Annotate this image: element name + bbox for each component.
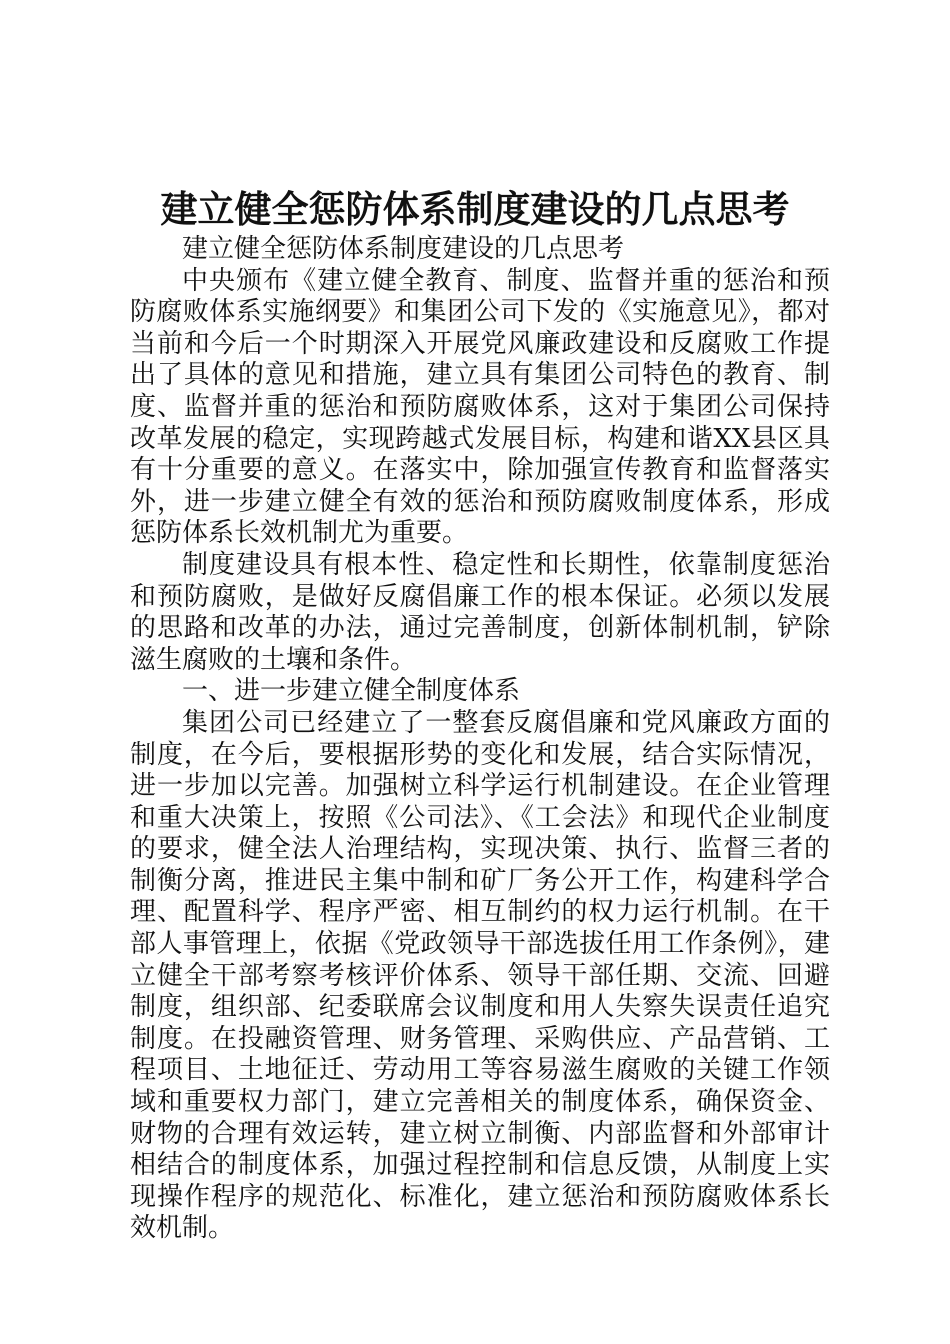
subtitle-paragraph: 建立健全惩防体系制度建设的几点思考 [182, 234, 625, 264]
document-title: 建立健全惩防体系制度建设的几点思考 [160, 187, 790, 231]
body-paragraph: 制度建设具有根本性、稳定性和长期性，依靠制度惩治和预防腐败，是做好反腐倡廉工作的根本保证。必须以发展的思路和改革的办法，通过完善制度，创新体制机制，铲除滋生腐败的土壤和条件。 [130, 549, 830, 675]
document-body [130, 234, 830, 1245]
body-paragraph: 中央颁布《建立健全教育、制度、监督并重的惩治和预防腐败体系实施纲要》和集团公司下发的《实施意见》，都对当前和今后一个时期深入开展党风廉政建设和反腐败工作提出了具体的意见和措施，建立具有集团公司特色的教育、制度、监督并重的惩治和预防腐败体系，这对于集团公司保持改革发展的稳定，实现跨越式发展目标，构建和谐XX县区具有十分重要的意义。在落实中，除加强宣传教育和监督落实外，进一步建立健全有效的惩治和预防腐败制度体系，形成惩防体系长效机制尤为重要。 [130, 265, 830, 549]
section-heading: 一、进一步建立健全制度体系 [182, 676, 521, 707]
body-paragraph: 集团公司已经建立了一整套反腐倡廉和党风廉政方面的制度，在今后，要根据形势的变化和发展，结合实际情况，进一步加以完善。加强树立科学运行机制建设。在企业管理和重大决策上，按照《公司法》、《工会法》和现代企业制度的要求，健全法人治理结构，实现决策、执行、监督三者的制衡分离，推进民主集中制和矿厂务公开工作，构建科学合理、配置科学、程序严密、相互制约的权力运行机制。在干部人事管理上，依据《党政领导干部选拔任用工作条例》，建立健全干部考察考核评价体系、领导干部任期、交流、回避制度，组织部、纪委联席会议制度和用人失察失误责任追究制度。在投融资管理、财务管理、采购供应、产品营销、工程项目、土地征迁、劳动用工等容易滋生腐败的关键工作领域和重要权力部门，建立完善相关的制度体系，确保资金、财物的合理有效运转，建立树立制衡、内部监督和外部审计相结合的制度体系，加强过程控制和信息反馈，从制度上实现操作程序的规范化、标准化，建立惩治和预防腐败体系长效机制。 [130, 707, 830, 1244]
